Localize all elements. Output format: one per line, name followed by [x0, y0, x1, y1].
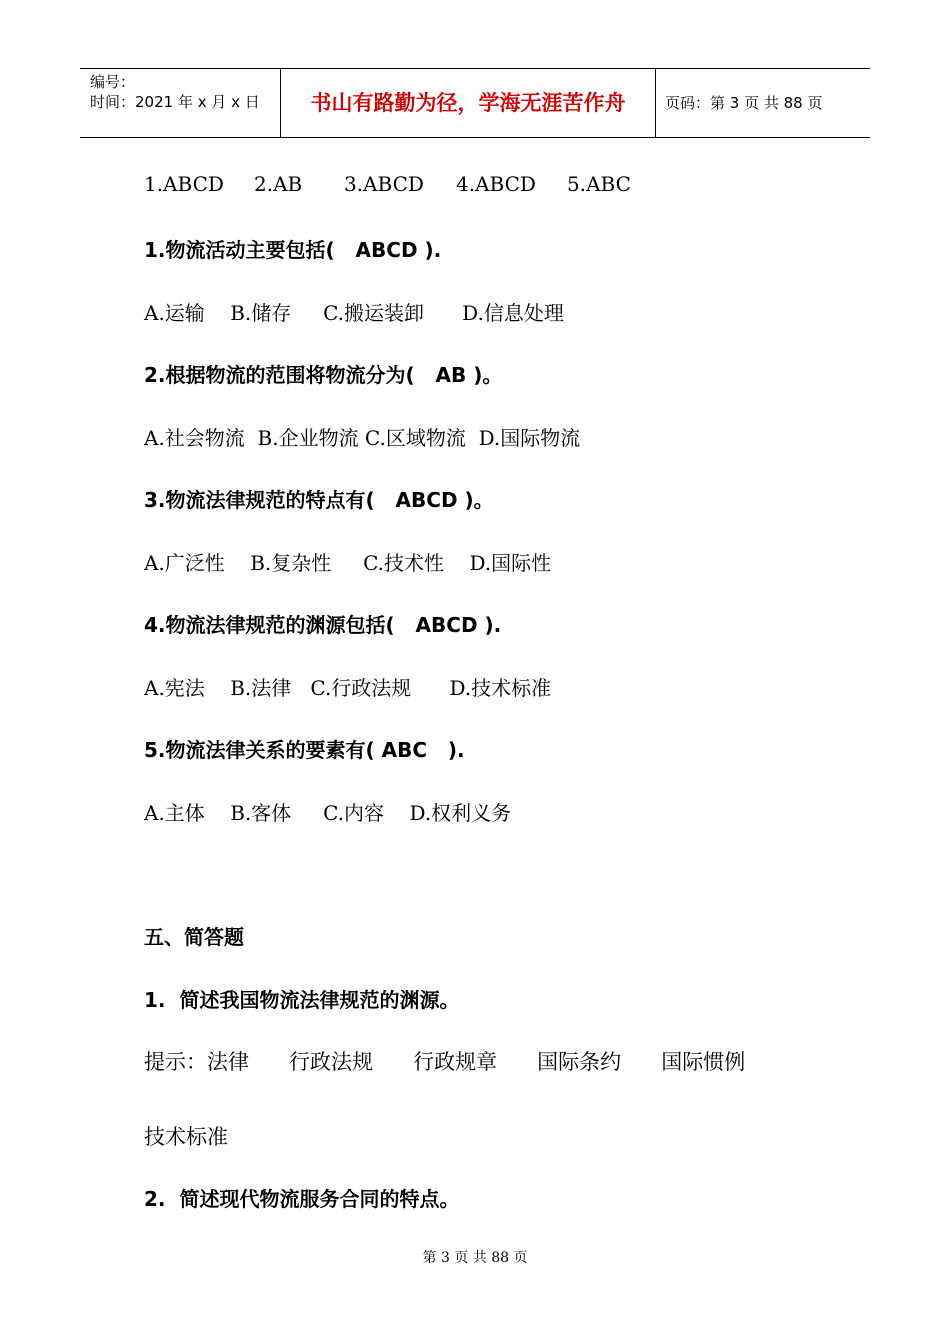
- header-left-cell: [80, 69, 280, 137]
- question-3-options: A.广泛性 B.复杂性 C.技术性 D.国际性: [144, 551, 552, 575]
- answer-key-item: 5.ABC: [567, 172, 631, 196]
- answer-key-item: 2.AB: [254, 172, 303, 196]
- answer-key-item: 3.ABCD: [344, 172, 424, 196]
- short-answer-2: 2. 简述现代物流服务合同的特点。: [144, 1187, 460, 1211]
- question-2: 2.根据物流的范围将物流分为( AB )。: [144, 363, 503, 387]
- question-2-options: A.社会物流 B.企业物流 C.区域物流 D.国际物流: [144, 426, 581, 450]
- header-page-label: 页码：第 3 页 共 88 页: [665, 94, 823, 112]
- question-3: 3.物流法律规范的特点有( ABCD )。: [144, 488, 494, 512]
- section-title: 五、简答题: [144, 925, 244, 949]
- hint-line-1: 提示：法律 行政法规 行政规章 国际条约 国际惯例: [144, 1050, 746, 1074]
- question-5-options: A.主体 B.客体 C.内容 D.权利义务: [144, 801, 512, 825]
- document-time-label: 时间：2021 年 x 月 x 日: [90, 93, 260, 111]
- answer-key-item: 1.ABCD: [144, 172, 224, 196]
- hint-line-2: 技术标准: [144, 1125, 228, 1149]
- question-4-options: A.宪法 B.法律 C.行政法规 D.技术标准: [144, 676, 552, 700]
- page-header: [80, 68, 870, 138]
- question-4: 4.物流法律规范的渊源包括( ABCD ).: [144, 613, 502, 637]
- header-motto: 书山有路勤为径，学海无涯苦作舟: [280, 69, 656, 137]
- document-number-label: 编号：: [90, 73, 136, 91]
- page-footer: 第 3 页 共 88 页: [422, 1250, 528, 1266]
- short-answer-1: 1. 简述我国物流法律规范的渊源。: [144, 988, 460, 1012]
- question-1-options: A.运输 B.储存 C.搬运装卸 D.信息处理: [144, 301, 564, 325]
- answer-key-item: 4.ABCD: [456, 172, 536, 196]
- question-1: 1.物流活动主要包括( ABCD ).: [144, 238, 442, 262]
- question-5: 5.物流法律关系的要素有( ABC ).: [144, 738, 465, 762]
